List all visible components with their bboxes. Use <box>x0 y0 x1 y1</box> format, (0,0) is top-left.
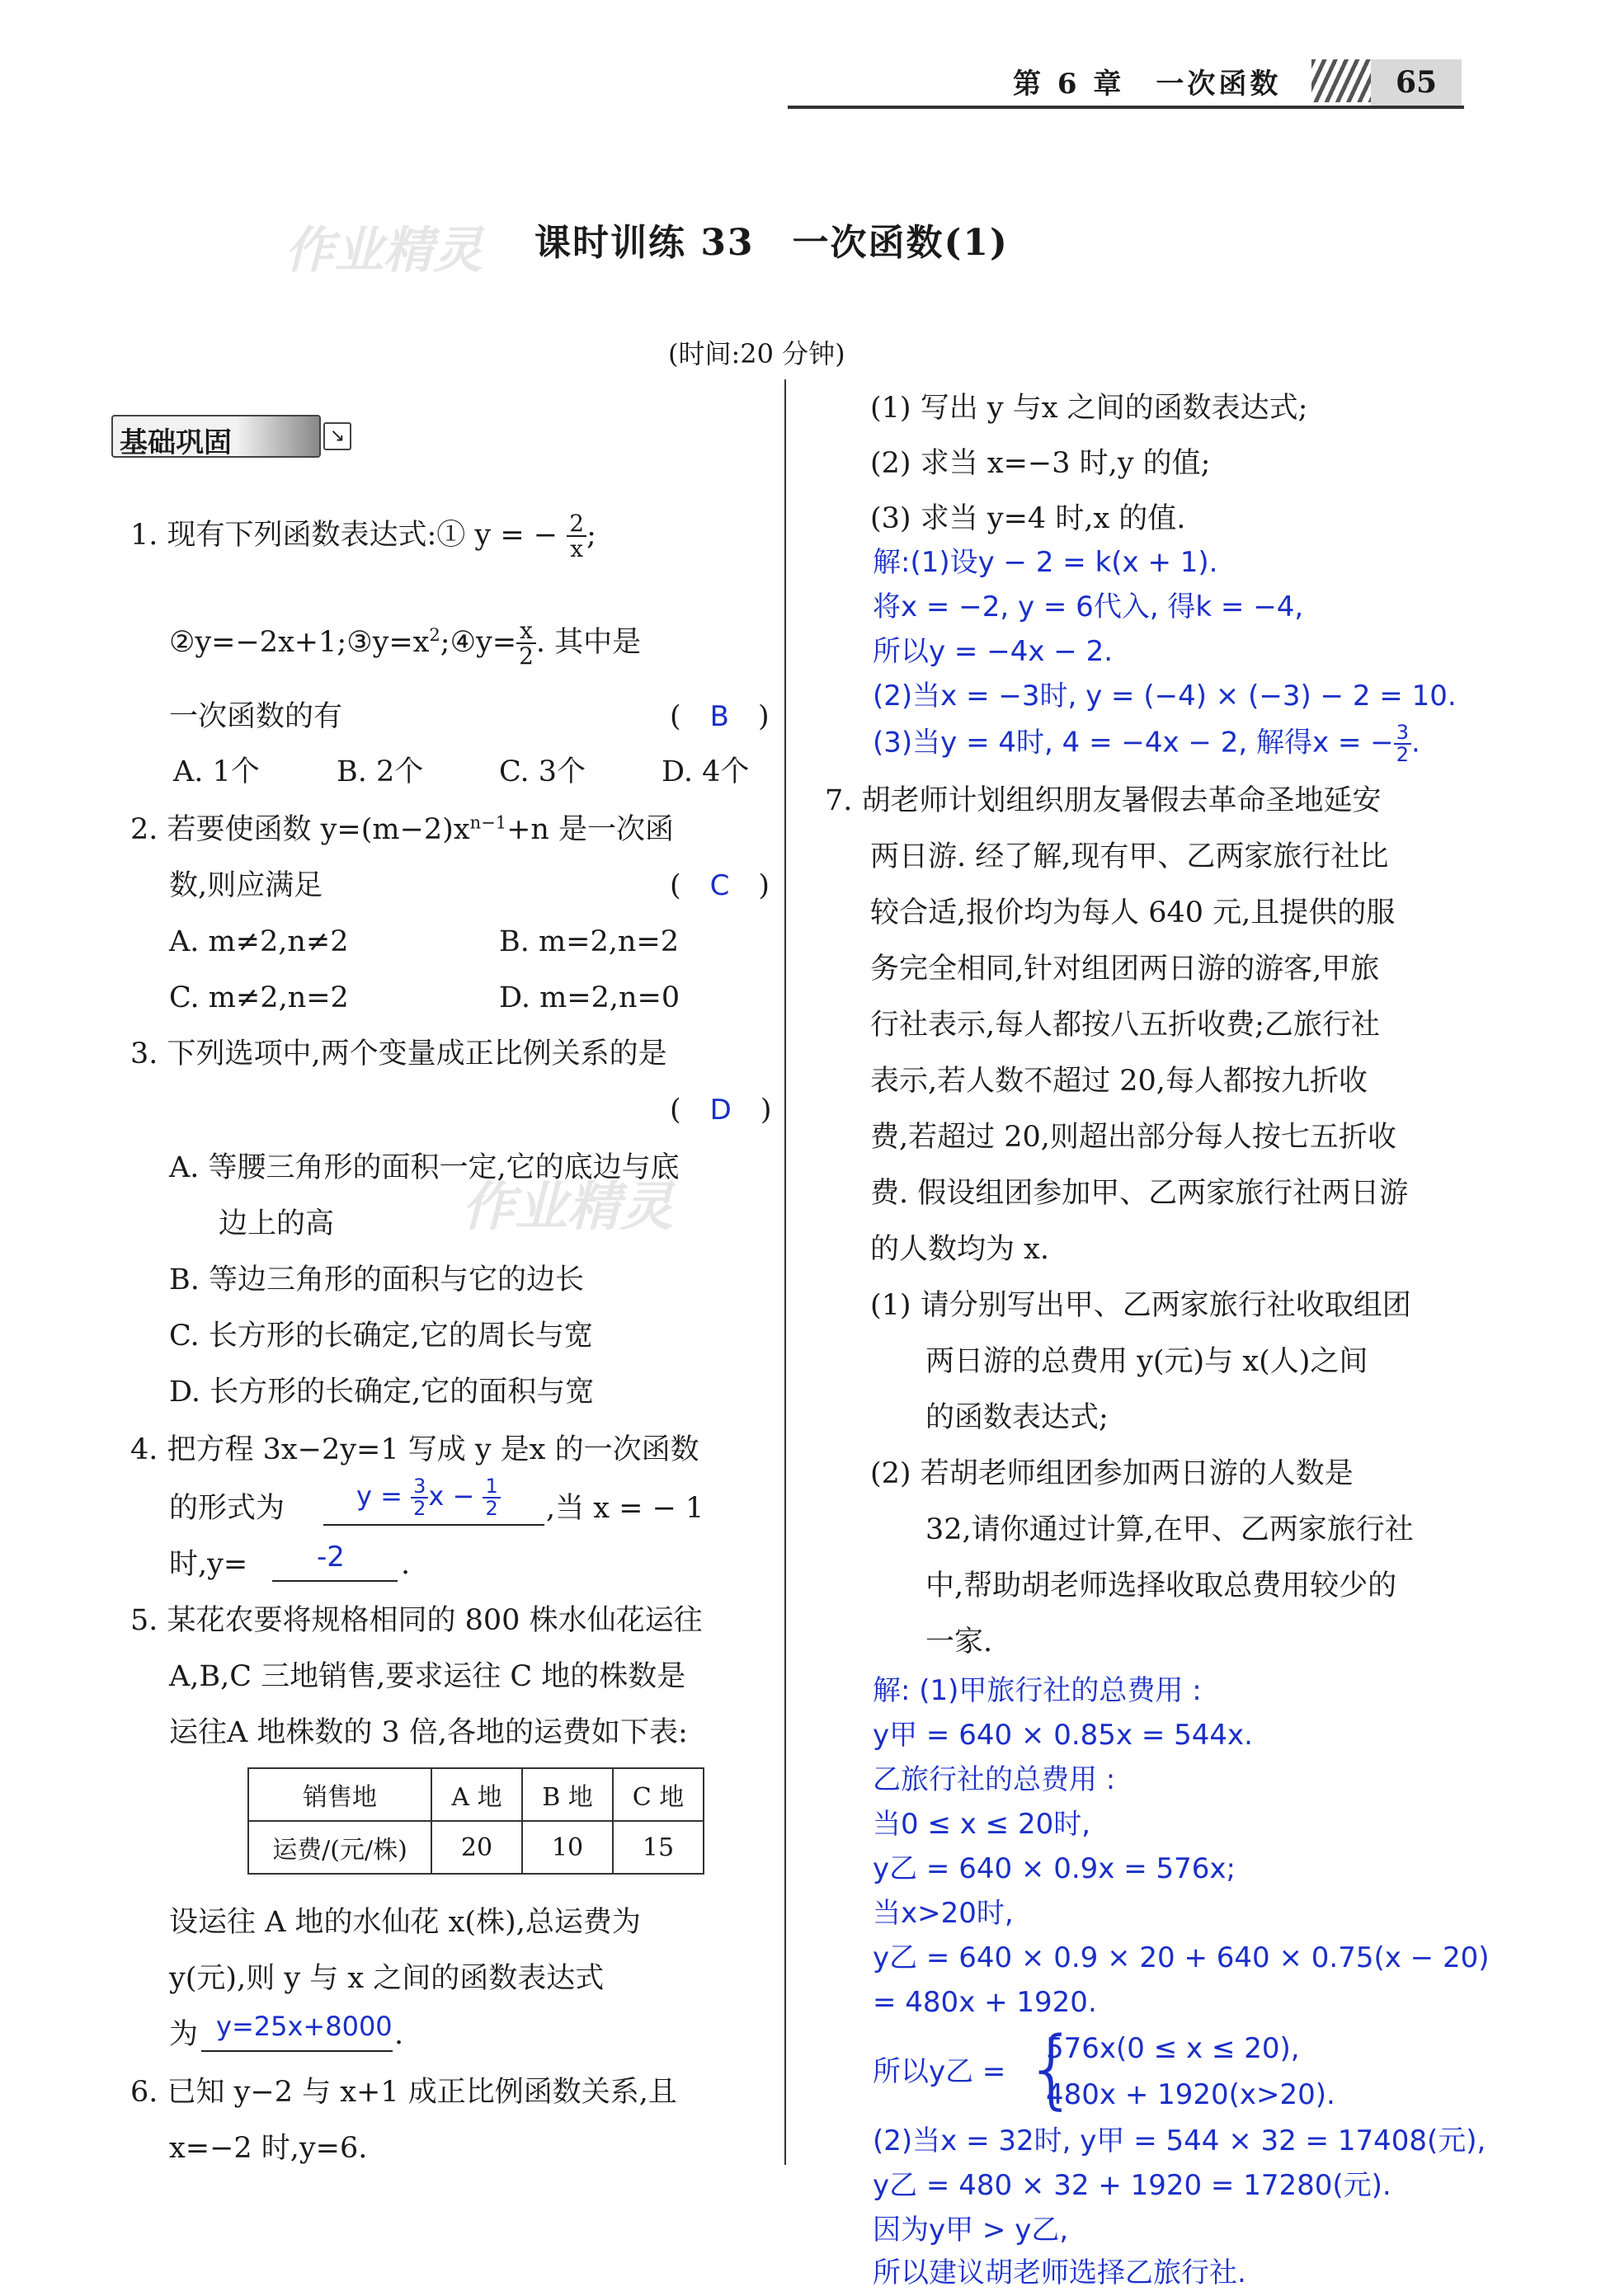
q6-solution-line: 将x = −2, y = 6代入, 得k = −4, <box>873 590 1304 623</box>
q1-text: 1. 现有下列函数表达式:① y = − <box>130 518 558 552</box>
q7-sub2-line: 32,请你通过计算,在甲、乙两家旅行社 <box>925 1513 1414 1546</box>
frac-den: 2 <box>413 1497 426 1521</box>
q6-solution-line: (2)当x = −3时, y = (−4) × (−3) − 2 = 10. <box>873 680 1457 713</box>
q1-option-d: D. 4个 <box>662 755 750 788</box>
q6-sol-text: (3)当y = 4时, 4 = −4x − 2, 解得x = − <box>873 726 1394 760</box>
q1-option-c: C. 3个 <box>499 755 586 788</box>
q4-line3b: . <box>401 1548 411 1581</box>
frac-num: 2 <box>567 511 586 537</box>
q7-line: 表示,若人数不超过 20,每人都按九折收 <box>870 1065 1368 1098</box>
watermark: 作业精灵 <box>285 222 483 280</box>
q3-option-a-cont: 边上的高 <box>219 1207 335 1240</box>
frac-den: x <box>570 535 584 563</box>
q4-blank-underline <box>272 1578 398 1582</box>
q7-line: 费,若超过 20,则超出部分每人按七五折收 <box>870 1121 1396 1154</box>
q4-answer-value: -2 <box>317 1541 345 1574</box>
q6-sub1: (1) 写出 y 与x 之间的函数表达式; <box>870 392 1308 425</box>
table-header-cell: 销售地 <box>248 1768 431 1821</box>
q2-option-d: D. m=2,n=0 <box>499 981 680 1014</box>
table-cell: 10 <box>522 1821 613 1874</box>
table-cell: 运费/(元/株) <box>248 1821 431 1874</box>
q7-solution-line: = 480x + 1920. <box>873 1986 1097 2019</box>
q7-line: 较合适,报价均为每人 640 元,且提供的服 <box>870 896 1396 929</box>
q7-line: 行社表示,每人都按八五折收费;乙旅行社 <box>870 1009 1380 1042</box>
q7-solution-line: 因为y甲 > y乙, <box>873 2214 1069 2247</box>
q2-text: +n 是一次函 <box>506 813 675 846</box>
frac-num: 3 <box>1394 722 1411 745</box>
table-row <box>248 1821 704 1874</box>
frac-num: x <box>516 619 536 644</box>
q2-sup: n−1 <box>469 812 507 833</box>
q2-option-a: A. m≠2,n≠2 <box>169 925 349 958</box>
q7-solution-line: y乙 = 640 × 0.9 × 20 + 640 × 0.75(x − 20) <box>873 1941 1490 1974</box>
q6-fraction <box>1394 722 1411 765</box>
q7-line: 务完全相同,针对组团两日游的游客,甲旅 <box>870 953 1380 986</box>
q1-option-b: B. 2个 <box>337 755 424 788</box>
q6-sol-text: . <box>1410 726 1420 760</box>
q3-line1: 3. 下列选项中,两个变量成正比例关系的是 <box>130 1037 667 1070</box>
q6-sub3: (3) 求当 y=4 时,x 的值. <box>870 502 1186 535</box>
q1-fraction <box>567 511 586 562</box>
q2-answer: C <box>709 869 730 902</box>
q7-sub2-line: (2) 若胡老师组团参加两日游的人数是 <box>870 1457 1354 1490</box>
q7-solution-line: 所以建议胡老师选择乙旅行社. <box>873 2256 1246 2289</box>
q6-sub2: (2) 求当 x=−3 时,y 的值; <box>870 447 1211 480</box>
q1-text: ;④y= <box>440 625 517 659</box>
q4-fraction <box>483 1476 500 1519</box>
q7-sub1-line: 的函数表达式; <box>925 1401 1109 1434</box>
q7-sub1-line: 两日游的总费用 y(元)与 x(人)之间 <box>925 1345 1368 1378</box>
q1-answer: B <box>709 700 729 733</box>
q5-line2: A,B,C 三地销售,要求运往 C 地的株数是 <box>169 1660 686 1693</box>
table-cell: 20 <box>431 1821 522 1874</box>
q3-option-a: A. 等腰三角形的面积一定,它的底边与底 <box>169 1151 680 1184</box>
q7-solution-line: 当x>20时, <box>873 1897 1014 1930</box>
q5-line6b: . <box>394 2018 404 2051</box>
q7-sub2-line: 一家. <box>925 1626 993 1658</box>
q1-line3: 一次函数的有 <box>169 700 343 733</box>
q6-line2: x=−2 时,y=6. <box>169 2132 368 2165</box>
q7-piecewise-case: 480x + 1920(x>20). <box>1046 2078 1335 2111</box>
q5-line1: 5. 某花农要将规格相同的 800 株水仙花运往 <box>130 1604 703 1637</box>
time-note: (时间:20 分钟) <box>668 338 845 369</box>
q2-option-b: B. m=2,n=2 <box>499 925 680 958</box>
section-label: 基础巩固 <box>120 426 232 459</box>
q3-option-c: C. 长方形的长确定,它的周长与宽 <box>169 1320 593 1353</box>
table-cell: 15 <box>613 1821 704 1874</box>
table-row <box>248 1768 704 1821</box>
q6-solution-line <box>873 722 1420 765</box>
table-header-cell: C 地 <box>613 1768 704 1821</box>
frac-den: 2 <box>519 642 534 670</box>
q5-answer: y=25x+8000 <box>216 2011 393 2042</box>
q7-line: 两日游. 经了解,现有甲、乙两家旅行社比 <box>870 840 1389 873</box>
q5-line5: y(元),则 y 与 x 之间的函数表达式 <box>169 1962 605 1995</box>
header-stripes <box>1311 59 1371 102</box>
arrow-down-right-icon: ↘ <box>323 422 351 450</box>
q7-solution-line: y乙 = 640 × 0.9x = 576x; <box>873 1852 1236 1885</box>
q7-line: 7. 胡老师计划组织朋友暑假去革命圣地延安 <box>825 784 1382 817</box>
table-header-cell: A 地 <box>431 1768 522 1821</box>
q2-line1 <box>130 812 674 847</box>
q4-line2b: ,当 x = − 1 <box>546 1492 704 1525</box>
q1-option-a: A. 1个 <box>173 755 260 788</box>
q7-solution-line: 乙旅行社的总费用 : <box>873 1763 1116 1796</box>
q6-line1: 6. 已知 y−2 与 x+1 成正比例函数关系,且 <box>130 2076 677 2109</box>
q2-option-c: C. m≠2,n=2 <box>169 981 349 1014</box>
q4-ans-text: y = <box>356 1480 403 1513</box>
frac-den: 2 <box>1396 743 1409 767</box>
q4-line3a: 时,y= <box>169 1548 248 1581</box>
frac-num: 1 <box>483 1476 500 1499</box>
header-rule <box>788 106 1464 109</box>
table-header-cell: B 地 <box>522 1768 613 1821</box>
q2-text: 2. 若要使函数 y=(m−2)x <box>130 813 470 846</box>
frac-num: 3 <box>411 1476 428 1499</box>
q6-solution-line: 解:(1)设y − 2 = k(x + 1). <box>873 546 1218 579</box>
q5-blank-underline <box>201 2049 393 2052</box>
q7-piecewise-case: 576x(0 ≤ x ≤ 20), <box>1046 2032 1300 2065</box>
q1-line1 <box>130 511 596 562</box>
q1-line2 <box>169 619 641 669</box>
q1-fraction <box>516 619 536 669</box>
section-tag <box>111 415 321 458</box>
watermark: 作业精灵 <box>462 1177 673 1238</box>
q7-solution-line: 解: (1)甲旅行社的总费用 : <box>873 1674 1202 1707</box>
q1-text: . 其中是 <box>535 625 642 659</box>
frac-den: 2 <box>485 1497 498 1521</box>
q5-line6a: 为 <box>169 2018 199 2051</box>
column-divider <box>784 379 786 2165</box>
q7-solution-line: y乙 = 480 × 32 + 1920 = 17280(元). <box>873 2169 1391 2202</box>
q3-answer-paren: ( D ) <box>670 1094 772 1127</box>
page-title: 课时训练 33 一次函数(1) <box>534 222 1009 264</box>
q7-sub2-line: 中,帮助胡老师选择收取总费用较少的 <box>925 1569 1397 1602</box>
q3-option-d: D. 长方形的长确定,它的面积与宽 <box>169 1376 595 1409</box>
q7-line: 的人数均为 x. <box>870 1233 1049 1266</box>
q2-line2: 数,则应满足 <box>169 869 323 902</box>
q7-solution-line: y甲 = 640 × 0.85x = 544x. <box>873 1719 1253 1752</box>
page-number: 65 <box>1371 59 1462 106</box>
q2-answer-paren: ( C ) <box>670 869 770 902</box>
q5-line4: 设运往 A 地的水仙花 x(株),总运费为 <box>169 1906 641 1939</box>
q4-line2a: 的形式为 <box>169 1492 285 1525</box>
q5-line3: 运往A 地株数的 3 倍,各地的运费如下表: <box>169 1716 688 1749</box>
q6-solution-line: 所以y = −4x − 2. <box>873 635 1114 668</box>
q4-line1: 4. 把方程 3x−2y=1 写成 y 是x 的一次函数 <box>130 1433 699 1466</box>
q7-sub1-line: (1) 请分别写出甲、乙两家旅行社收取组团 <box>870 1289 1411 1322</box>
q1-text: ; <box>586 518 596 552</box>
q4-blank-underline <box>323 1522 544 1526</box>
chapter-title: 第 6 章 一次函数 <box>1013 68 1282 101</box>
fee-table <box>247 1767 704 1875</box>
q7-line: 费. 假设组团参加甲、乙两家旅行社两日游 <box>870 1177 1409 1210</box>
q3-answer: D <box>709 1094 732 1127</box>
q4-ans-text: x − <box>428 1480 475 1513</box>
q1-answer-paren: ( B ) <box>670 700 770 733</box>
q1-sup: 2 <box>429 625 440 646</box>
q4-fraction <box>411 1476 428 1519</box>
q1-text: ②y=−2x+1;③y=x <box>169 625 430 659</box>
q4-answer-expression <box>356 1476 501 1519</box>
q7-solution-line: 所以y乙 = <box>873 2055 1006 2088</box>
piecewise-brace: { <box>1024 2018 1080 2119</box>
q3-option-b: B. 等边三角形的面积与它的边长 <box>169 1263 584 1296</box>
q7-solution-line: 当0 ≤ x ≤ 20时, <box>873 1808 1091 1841</box>
q7-solution-line: (2)当x = 32时, y甲 = 544 × 32 = 17408(元), <box>873 2124 1486 2157</box>
